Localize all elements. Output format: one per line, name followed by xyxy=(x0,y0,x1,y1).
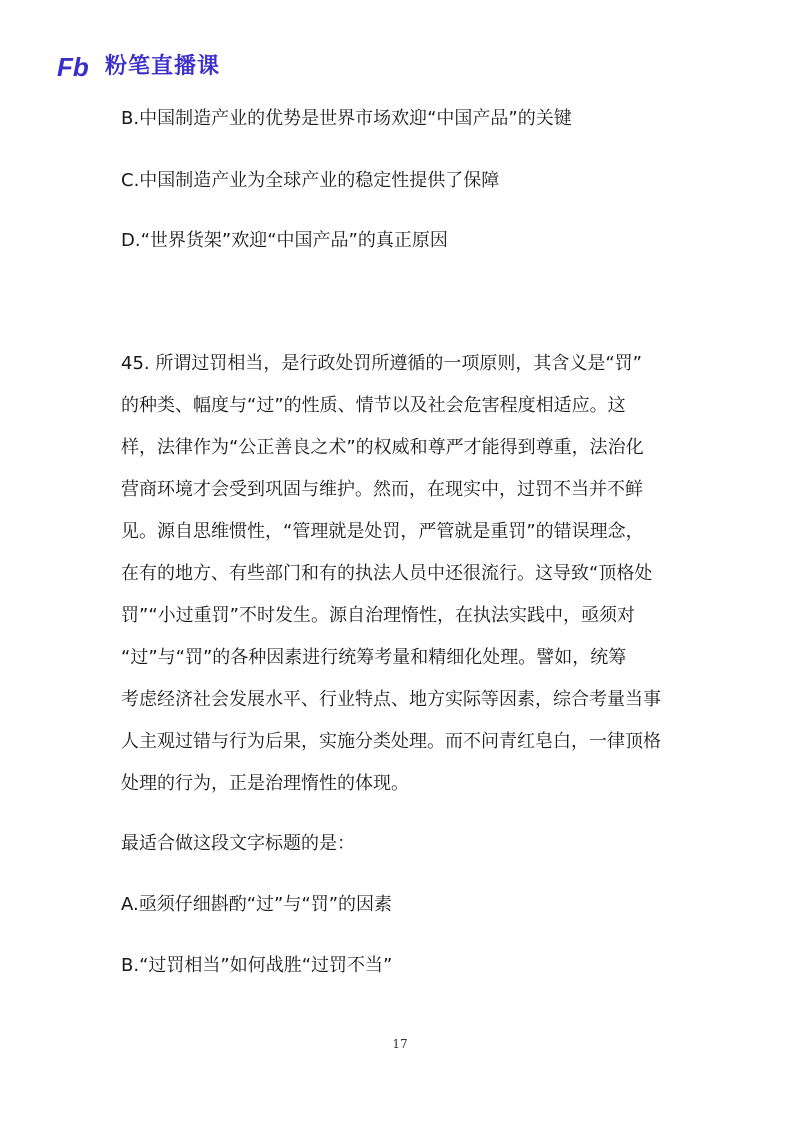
question-line: 罚”“小过重罚”不时发生。源自治理惰性，在执法实践中，亟须对 xyxy=(121,605,635,626)
question-line: 处理的行为，正是治理惰性的体现。 xyxy=(121,773,409,794)
option-d-previous: D.“世界货架”欢迎“中国产品”的真正原因 xyxy=(121,230,448,251)
fenbi-logo-icon xyxy=(57,53,101,81)
question-line: 见。源自思维惯性，“管理就是处罚，严管就是重罚”的错误理念， xyxy=(121,521,644,542)
question-prompt: 最适合做这段文字标题的是： xyxy=(121,833,355,854)
question-line: 的种类、幅度与“过”的性质、情节以及社会危害程度相适应。这 xyxy=(121,395,626,416)
question-line: 45. 所谓过罚相当，是行政处罚所遵循的一项原则，其含义是“罚” xyxy=(121,353,642,374)
question-line: “过”与“罚”的各种因素进行统筹考量和精细化处理。譬如，统筹 xyxy=(121,647,627,668)
brand-title: 粉笔直播课 xyxy=(105,54,221,79)
question-line: 考虑经济社会发展水平、行业特点、地方实际等因素，综合考量当事 xyxy=(121,689,661,710)
option-b-previous: B.中国制造产业的优势是世界市场欢迎“中国产品”的关键 xyxy=(121,108,572,129)
question-line: 样，法律作为“公正善良之术”的权威和尊严才能得到尊重，法治化 xyxy=(121,437,644,458)
option-b: B.“过罚相当”如何战胜“过罚不当” xyxy=(121,955,393,976)
svg-text:Fb: Fb xyxy=(57,53,89,81)
question-line: 营商环境才会受到巩固与维护。然而，在现实中，过罚不当并不鲜 xyxy=(121,479,643,500)
question-line: 人主观过错与行为后果，实施分类处理。而不问青红皂白，一律顶格 xyxy=(121,731,661,752)
page-number: 17 xyxy=(392,1037,408,1051)
option-a: A.亟须仔细斟酌“过”与“罚”的因素 xyxy=(121,894,393,915)
option-c-previous: C.中国制造产业为全球产业的稳定性提供了保障 xyxy=(121,170,500,191)
question-line: 在有的地方、有些部门和有的执法人员中还很流行。这导致“顶格处 xyxy=(121,563,653,584)
header-logo xyxy=(57,52,220,82)
